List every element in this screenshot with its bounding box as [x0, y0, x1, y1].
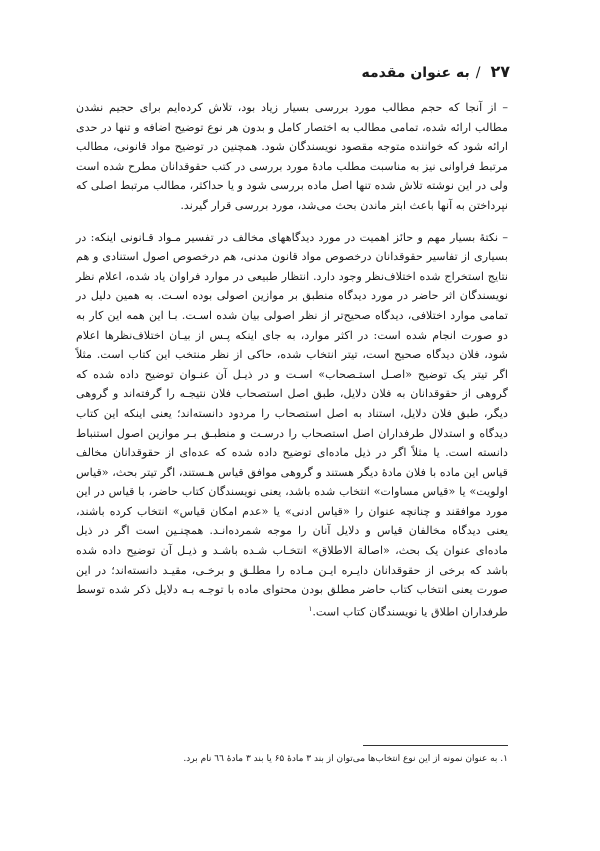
paragraph-2	[76, 228, 508, 623]
body-text	[76, 98, 508, 634]
header-separator: /	[475, 65, 481, 81]
paragraph-1: – از آنجا که حجم مطالب مورد بررسی بسیار زیاد بود، تلاش کرده‌ایم برای حجیم نشدن مطالب ارائه شده، تمامی مطالب به اختصار کامل و بدون هر نوع توضیح اضافه و تنها در حدی ارائه شود که خواننده متوجه مقصود نویسندگان شود. همچنین در توضیح مواد قانونی، مطالب مرتبط فراوانی نیز به مناسبت مطلب مادهٔ مورد بررسی در کتب حقوقدانان مطرح شده است ولی در این نوشته تلاش شده تنها اصل ماده بررسی شود و یا حداکثر، مطالب مرتبط اصلی که نپرداختن به آنها باعث ابتر ماندن بحث می‌شد، مورد بررسی قرار گیرند.	[76, 101, 508, 212]
footnote: ۱. به عنوان نمونه از این نوع انتخاب‌ها می‌توان از بند ۳ مادهٔ ۶۵ یا بند ۳ مادهٔ ٦٦ نام برد.	[183, 754, 508, 764]
chapter-title: به عنوان مقدمه	[361, 65, 470, 81]
footnote-reference: ۱	[308, 604, 313, 613]
footnote-divider	[363, 745, 508, 746]
running-header	[90, 62, 510, 84]
page-number: ۲۷	[490, 62, 510, 81]
paragraph-2-text: – نکتهٔ بسیار مهم و حائز اهمیت در مورد دیدگاههای مخالف در تفسیر مـواد قـانونی اینکه: در بسیاری از تفاسیر حقوقدانان درخصوص مواد قانون مدنی، هم درخصوص اصول استنادی و هم نتایج استخراج شده اختلاف‌نظر وجود دارد. انتظار طبیعی در موارد فراوان یاد شده، اعلام نظر نویسندگان اثر حاضر در مورد دیدگاه منطبق بر موازین اصولی بوده اسـت. به همین دلیل در تمامی موارد اختلافی، دیدگاه صحیح‌تر از نظر اصولی بیان شده اسـت. بـا این همه این کار به دو صورت انجام شده است: در اکثر موارد، به جای اینکه پـس از بیـان اختلاف‌نظرها اعلام شود، فلان دیدگاه صحیح است، تیتر انتخاب شده، حاکی از نظر منتخب این کتاب است. مثلاً اگر تیتر یک توضیح «اصـل استـصحاب» اسـت و در ذیـل آن عنـوان توضیح داده شده که گروهی از حقوقدانان به فلان دلایل، طبق اصل استصحاب فلان نتیجـه را گرفته‌اند و گروهی دیگر، طبق فلان دلایل، استناد به اصل استصحاب را مردود دانسته‌اند؛ یعنی اینکه این کتاب دیدگاه و استدلال طرفداران اصل استصحاب را درسـت و منطبـق بـر موازین اصول استنباط دانسته است. یا مثلاً اگر در ذیل ماده‌ای توضیح داده شده که عده‌ای از حقوقدانان مخالف قیاس این ماده با فلان مادهٔ دیگر هستند و گروهی موافق قیاس هـستند، اگر تیتر بحث، «قیاس اولویت» یا «قیاس مساوات» انتخاب شده باشد، یعنی نویسندگان کتاب حاضر، با قیاس در این مورد موافقند و چنانچه عنوان را «قیاس ادنی» یا «عدم امکان قیاس» انتخاب کرده باشند، یعنی دیدگاه مخالفان قیاس و دلایل آنان را موجه شمرده‌انـد. همچنـین است اگر در ذیل ماده‌ای عنوان یک بحث، «اصالة الاطلاق» انتخـاب شـده باشـد و ذیـل آن توضیح داده شده باشد که برخی از حقوقدانان دایـره ایـن مـاده را مطلـق و برخـی، مقیـد دانسته‌اند؛ در این صورت یعنی انتخاب کتاب حاضر مطلق بودن محتوای ماده با توجـه بـه دلایل ذکر شده توسط طرفداران اطلاق یا نویسندگان کتاب است.	[76, 230, 508, 619]
